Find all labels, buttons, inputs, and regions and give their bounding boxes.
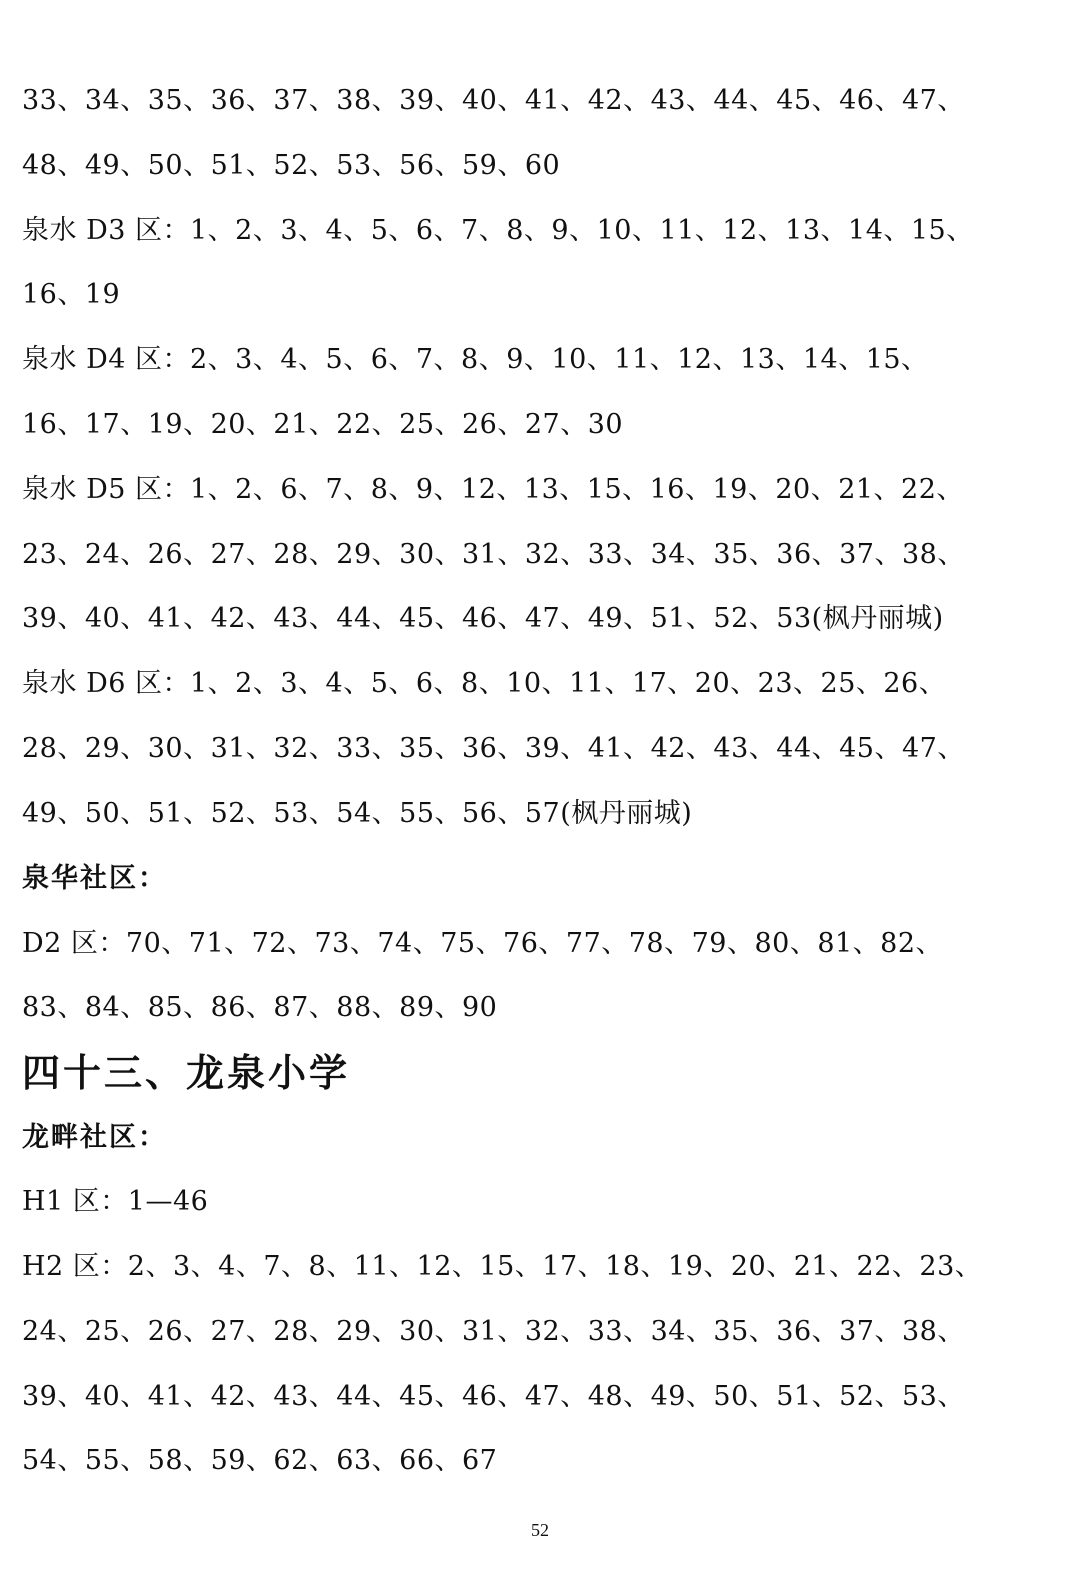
section-title: 四十三、龙泉小学: [22, 1051, 351, 1095]
longpan-community-heading: 龙畔社区：: [22, 1122, 167, 1153]
text-line: 49、50、51、52、53、54、55、56、57(枫丹丽城): [22, 798, 693, 829]
text-line: H1 区：1—46: [22, 1186, 209, 1217]
text-line: D2 区：70、71、72、73、74、75、76、77、78、79、80、81、82、: [22, 928, 944, 959]
quanhua-community-heading: 泉华社区：: [22, 863, 167, 894]
page-number: 52: [531, 1520, 549, 1540]
text-line: 16、17、19、20、21、22、25、26、27、30: [22, 409, 624, 440]
text-line: H2 区：2、3、4、7、8、11、12、15、17、18、19、20、21、22、23、: [22, 1251, 983, 1282]
text-line: 83、84、85、86、87、88、89、90: [22, 992, 498, 1023]
text-line: 48、49、50、51、52、53、56、59、60: [22, 150, 561, 181]
text-line: 28、29、30、31、32、33、35、36、39、41、42、43、44、45、47、: [22, 733, 965, 764]
text-line: 泉水 D6 区：1、2、3、4、5、6、8、10、11、17、20、23、25、26、: [22, 668, 947, 699]
text-line: 泉水 D4 区：2、3、4、5、6、7、8、9、10、11、12、13、14、15、: [22, 344, 929, 375]
text-line: 23、24、26、27、28、29、30、31、32、33、34、35、36、37、38、: [22, 539, 965, 570]
text-line: 16、19: [22, 279, 121, 310]
text-line: 泉水 D5 区：1、2、6、7、8、9、12、13、15、16、19、20、21、22、: [22, 474, 964, 505]
text-line: 39、40、41、42、43、44、45、46、47、49、51、52、53(枫丹丽城): [22, 603, 944, 634]
text-line: 39、40、41、42、43、44、45、46、47、48、49、50、51、52、53、: [22, 1381, 965, 1412]
text-line: 泉水 D3 区：1、2、3、4、5、6、7、8、9、10、11、12、13、14、15、: [22, 215, 974, 246]
text-line: 24、25、26、27、28、29、30、31、32、33、34、35、36、37、38、: [22, 1316, 965, 1347]
text-line: 33、34、35、36、37、38、39、40、41、42、43、44、45、46、47、: [22, 85, 965, 116]
text-line: 54、55、58、59、62、63、66、67: [22, 1445, 498, 1476]
